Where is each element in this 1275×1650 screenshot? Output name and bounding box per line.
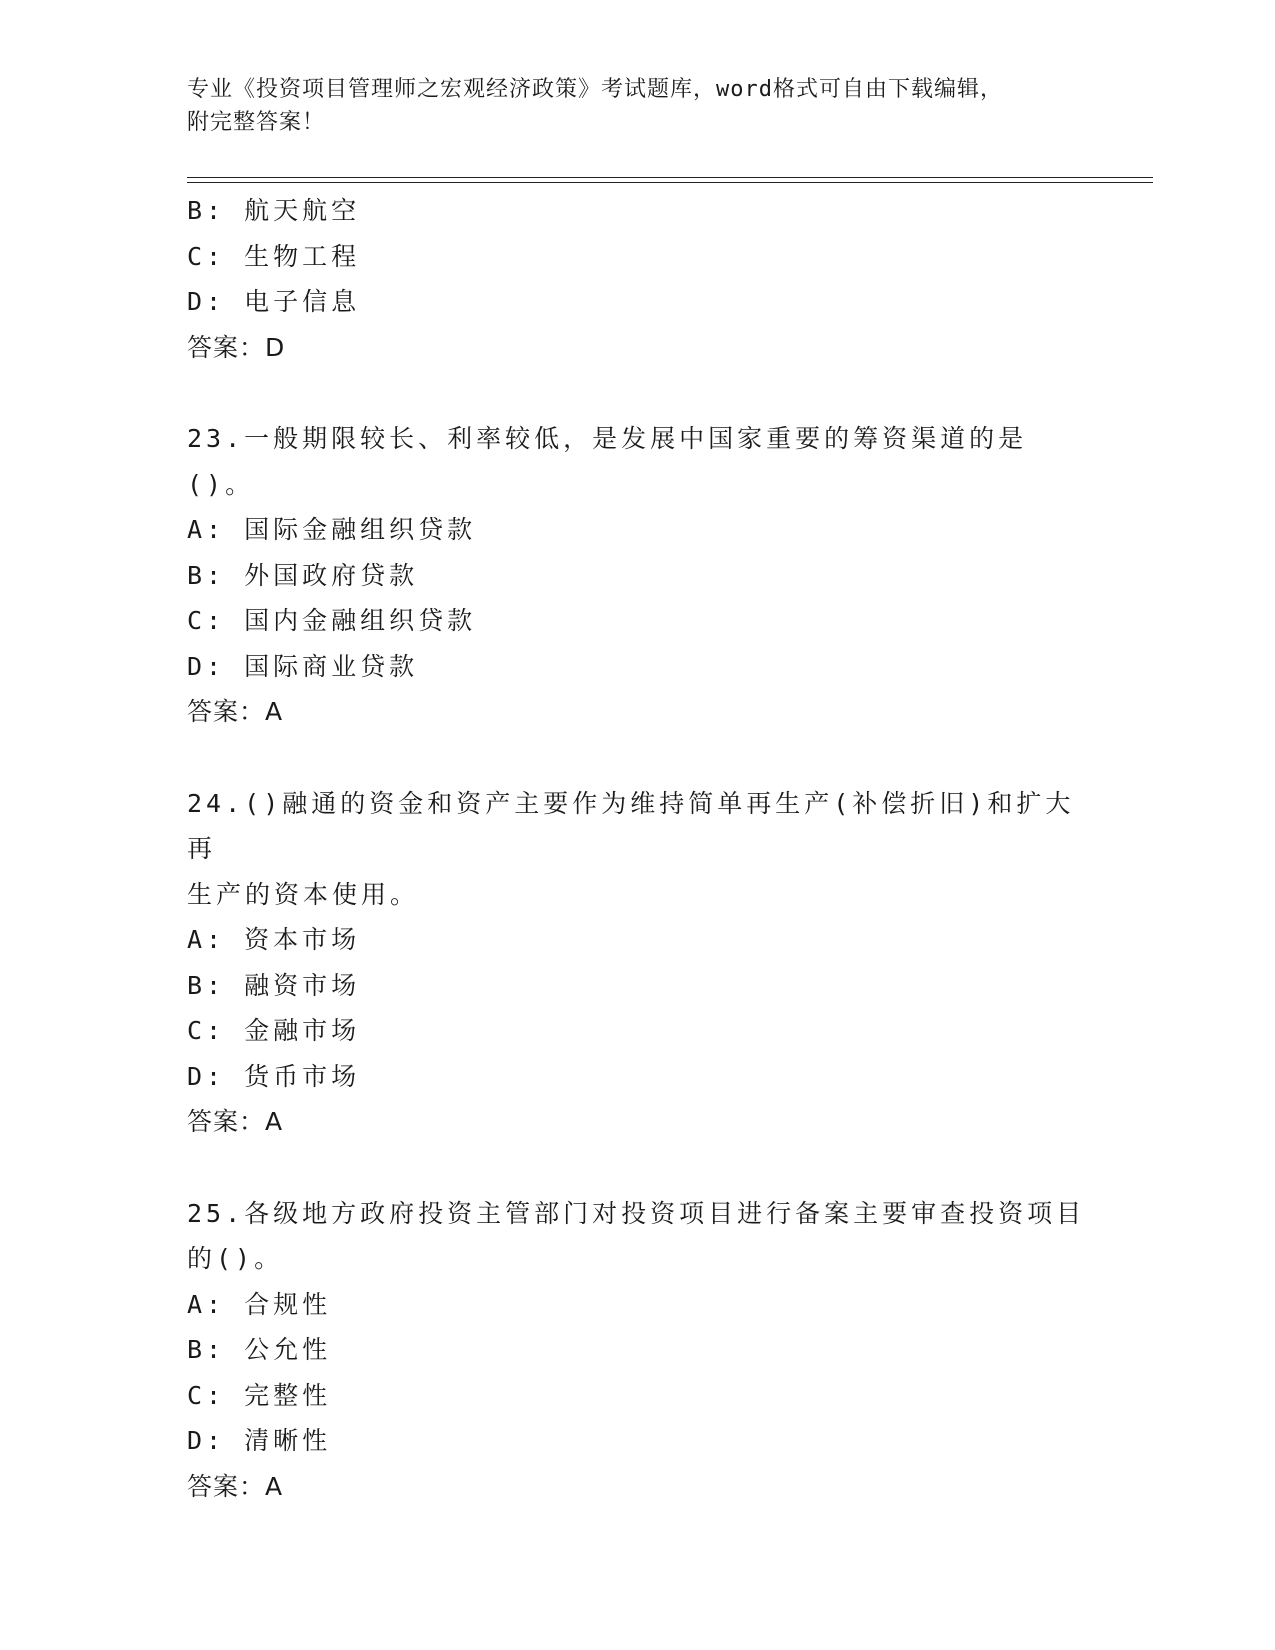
question-23 — [187, 416, 1087, 735]
header-divider-top — [187, 177, 1153, 178]
document-header — [187, 73, 1087, 139]
header-divider-bottom — [187, 182, 1153, 183]
option-a: A: 资本市场 — [187, 925, 361, 954]
spacer — [187, 370, 1087, 416]
option-d: D: 清晰性 — [187, 1426, 332, 1455]
question-stem-line-1: 24.()融通的资金和资产主要作为维持简单再生产(补偿折旧)和扩大再 — [187, 788, 1075, 863]
option-b: B: 外国政府贷款 — [187, 560, 419, 590]
question-stem-line-1: 25.各级地方政府投资主管部门对投资项目进行备案主要审查投资项目 — [187, 1198, 1086, 1228]
question-stem-line-2: 生产的资本使用。 — [187, 879, 420, 909]
option-b: B: 航天航空 — [187, 196, 361, 225]
option-a: A: 国际金融组织贷款 — [187, 515, 477, 544]
header-line-2: 附完整答案！ — [187, 110, 326, 135]
option-c: C: 金融市场 — [187, 1016, 361, 1045]
answer-line: 答案：D — [187, 332, 286, 362]
answer-line: 答案：A — [187, 1107, 284, 1136]
spacer — [187, 1145, 1087, 1191]
option-d: D: 电子信息 — [187, 287, 361, 316]
option-b: B: 融资市场 — [187, 970, 361, 1000]
option-c: C: 生物工程 — [187, 241, 361, 271]
spacer — [187, 735, 1087, 781]
answer-line: 答案：A — [187, 1471, 284, 1501]
question-stem-line-2: 的()。 — [187, 1244, 284, 1273]
question-22-continued — [187, 188, 1087, 370]
option-b: B: 公允性 — [187, 1335, 332, 1364]
answer-line: 答案：A — [187, 697, 284, 726]
option-a: A: 合规性 — [187, 1289, 332, 1319]
option-d: D: 货币市场 — [187, 1061, 361, 1091]
question-stem: 23.一般期限较长、利率较低，是发展中国家重要的筹资渠道的是()。 — [187, 424, 1028, 499]
question-24 — [187, 781, 1087, 1145]
option-d: D: 国际商业贷款 — [187, 651, 419, 681]
option-c: C: 完整性 — [187, 1380, 332, 1410]
question-list — [187, 188, 1087, 1509]
option-c: C: 国内金融组织贷款 — [187, 606, 477, 635]
header-line-1: 专业《投资项目管理师之宏观经济政策》考试题库，word格式可自由下载编辑， — [187, 77, 1003, 102]
question-25 — [187, 1191, 1087, 1510]
